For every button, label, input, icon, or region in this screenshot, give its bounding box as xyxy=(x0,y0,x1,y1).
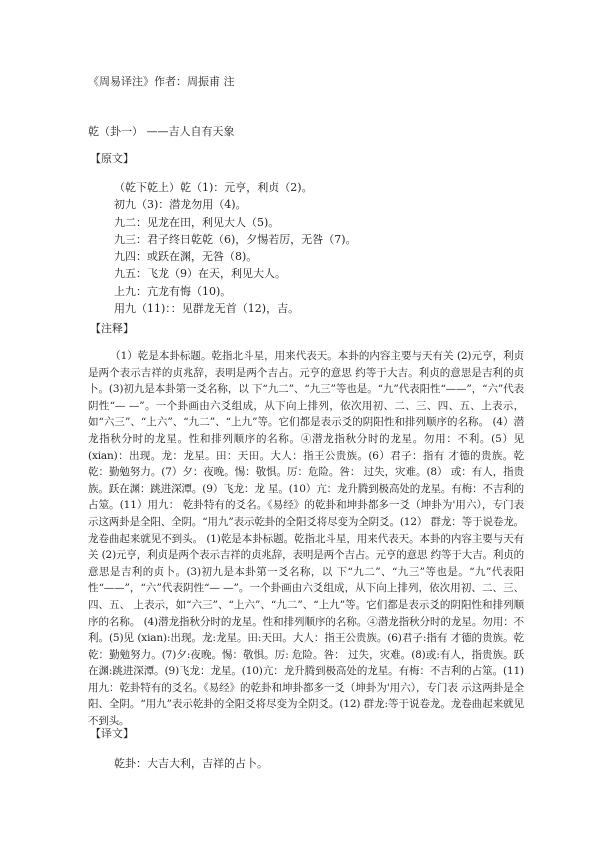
translation-line: 乾卦：大吉大利，吉祥的占卜。 xyxy=(114,757,268,770)
section-heading-zhushi: 【注释】 xyxy=(90,322,134,335)
document-title: 《周易译注》作者：周振甫 注 xyxy=(88,75,235,88)
verse-list xyxy=(114,179,357,317)
verse-line: 九四：或跃在渊，无咎（8)。 xyxy=(114,250,258,264)
verse-line: 九二：见龙在田，利见大人（5)。 xyxy=(114,215,280,229)
verse-line: 九五：飞龙（9）在天，利见大人。 xyxy=(114,267,286,281)
verse-line: 九三：君子终日乾乾（6)，夕惕若厉，无咎（7)。 xyxy=(114,232,357,246)
section-heading-yiwen: 【译文】 xyxy=(90,727,134,740)
verse-line: 用九（11)：：见群龙无首（12)，吉。 xyxy=(114,302,300,316)
gua-heading: 乾（卦一） ——吉人自有天象 xyxy=(88,125,235,138)
verse-line: （乾下乾上）乾（1)：元亨，利贞（2)。 xyxy=(114,181,313,194)
notes-paragraph: （1）乾是本卦标题。乾指北斗星，用来代表天。本卦的内容主要与天有关 (2)元亨，利贞是两个表示吉祥的贞兆辞，表明是两个吉占。元亨的意思 约等于大吉。利贞的意思是吉利的贞卜。(3)初九是本卦第一爻名称，以 下“九二”、“九三”等也是。“九”代表阳性“——”，“六”代表阴性“— —”。一个卦画由六爻组成，从下向上排列，依次用初、二、三、四、五、上表示，如“六三”、“上六”、“九二”、“上九”等。它们都是表示爻的阴阳性和排列顺序的名称。 (4）潜龙指秋分时的龙星。性和排列顺序的名称。④潜龙指秋分时的龙星。勿用：不利。(5）见 (xian)：出现。龙：龙星。田：天田。大人：指王公贵族。(6）君子：指有 才德的贵族。乾乾：勤勉努力。(7）夕：夜晚。惕：敬惧。厉：危险。咎： 过失，灾难。(8） 或：有人，指贵族。跃在渊：跳进深潭。(9）飞龙：龙 星。(10）亢：龙升腾到极高处的龙星。有梅：不吉利的占筮。(11）用九： 乾卦特有的爻名。《易经》的乾卦和坤卦都多一爻（坤卦为'用六），专门表 示这两卦是全阳、全阴。“用九”表示乾卦的全阳爻将尽变为全阴爻。(12） 群龙：等于说卷龙。龙卷曲起来就见不到头。 (1)乾是本卦标题。乾指北斗星，用来代表天。本卦的内容主要与天有关 (2)元亨，利贞是两个表示吉祥的贞兆辞，表明是两个吉占。元亨的意思 约等于大吉。利贞的意思是吉利的贞卜。(3)初九是本卦第一爻名称，以 下“九二”、“九三”等也是。“九”代表阳性“——”，“六”代表阴性“— —”。一个卦画由六爻组成，从下向上排列，依次用初、二、三、四、五、 上表示，如“六三”、“上六”、“九二”、“上九”等。它们都是表示爻的阴阳性和排列顺序的名称。 (4)潜龙指秋分时的龙星。性和排列顺序的名称。④潜龙指秋分时的龙星。勿用：不利。(5)见 (xian):出现。龙:龙星。田:天田。大人：指王公贵族。(6)君子:指有 才德的贵族。乾乾：勤勉努力。(7)夕:夜晚。惕：敬惧。厉: 危险。咎： 过失，灾难。(8)或:有人，指贵族。跃在渊:跳进深潭。(9)飞龙：龙星。(10)亢：龙升腾到极高处的龙星。有梅：不吉利的占筮。(11)用九：乾卦特有的爻名。《易经》的乾卦和坤卦都多一爻（坤卦为'用六），专门表 示这两卦是全阳、全阴。“用九”表示乾卦的全阳爻将尽变为全阴爻。(12) 群龙:等于说卷龙。龙卷曲起来就见不到头。 xyxy=(88,350,524,728)
verse-line: 上九：亢龙有悔（10)。 xyxy=(114,284,232,298)
section-heading-yuanwen: 【原文】 xyxy=(90,152,134,165)
verse-line: 初九（3)：潜龙勿用（4)。 xyxy=(114,198,247,212)
